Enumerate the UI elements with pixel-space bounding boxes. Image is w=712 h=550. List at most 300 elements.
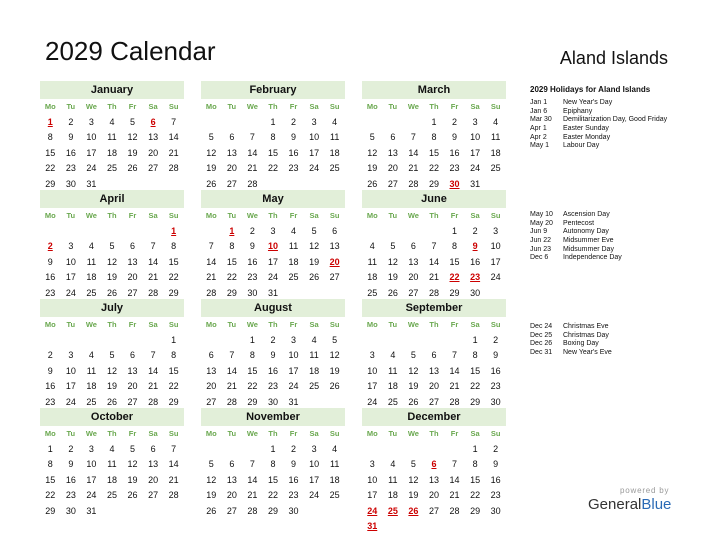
day-cell: 21 bbox=[226, 381, 237, 391]
month-title: December bbox=[362, 408, 506, 426]
day-cell: 3 bbox=[88, 443, 94, 454]
empty-cell bbox=[81, 333, 102, 349]
month-days bbox=[362, 317, 506, 410]
day-cell: 11 bbox=[329, 459, 340, 469]
day-cell: 14 bbox=[428, 256, 439, 267]
day-cell: 24 bbox=[86, 490, 97, 500]
holiday-name: Easter Monday bbox=[563, 133, 611, 141]
weekday-label: Tu bbox=[66, 320, 76, 329]
weekday-label: Mo bbox=[44, 320, 56, 329]
day-cell: 23 bbox=[449, 163, 460, 173]
holiday-date: Jun 23 bbox=[530, 245, 552, 253]
day-cell: 4 bbox=[369, 241, 375, 251]
day-cell: 8 bbox=[47, 132, 53, 142]
day-cell: 24 bbox=[470, 163, 481, 173]
day-cell: 1 bbox=[472, 334, 478, 345]
weekday-label: Su bbox=[168, 429, 179, 438]
weekday-label: Mo bbox=[44, 102, 56, 111]
day-cell: 10 bbox=[86, 132, 97, 142]
empty-cell bbox=[122, 224, 143, 240]
day-cell: 31 bbox=[86, 178, 97, 189]
day-cell: 2 bbox=[68, 116, 74, 127]
day-cell: 19 bbox=[206, 163, 217, 173]
day-cell: 13 bbox=[428, 474, 439, 485]
day-cell: 21 bbox=[247, 490, 258, 500]
day-cell: 8 bbox=[431, 132, 437, 142]
weekday-label: We bbox=[85, 211, 97, 220]
day-cell: 11 bbox=[329, 132, 340, 142]
weekday-label: Tu bbox=[66, 102, 76, 111]
empty-cell bbox=[403, 115, 424, 131]
day-cell: 10 bbox=[86, 459, 97, 469]
day-cell: 15 bbox=[470, 474, 481, 485]
empty-cell bbox=[362, 333, 383, 349]
day-cell: 17 bbox=[309, 147, 320, 158]
day-cell: 3 bbox=[270, 225, 276, 236]
day-cell: 24 bbox=[288, 381, 299, 391]
month-title: September bbox=[362, 299, 506, 317]
day-cell: 26 bbox=[408, 396, 419, 407]
weekday-label: Mo bbox=[366, 211, 378, 220]
day-cell: 24 bbox=[267, 272, 278, 282]
day-cell: 24 bbox=[309, 163, 320, 173]
weekday-label: We bbox=[407, 429, 419, 438]
holiday-day: 1 bbox=[47, 116, 53, 127]
weekday-label: Fr bbox=[289, 320, 298, 329]
day-cell: 1 bbox=[47, 443, 53, 454]
day-cell: 13 bbox=[148, 132, 159, 142]
day-cell: 5 bbox=[311, 225, 317, 236]
day-cell: 15 bbox=[168, 256, 179, 267]
weekday-label: Tu bbox=[227, 320, 237, 329]
empty-cell bbox=[222, 442, 243, 458]
day-cell: 18 bbox=[86, 272, 97, 282]
holiday-day: 23 bbox=[470, 272, 481, 282]
month-title: November bbox=[201, 408, 345, 426]
day-cell: 15 bbox=[226, 256, 237, 267]
holiday-name: Demilitarization Day, Good Friday bbox=[563, 116, 668, 124]
day-cell: 28 bbox=[206, 287, 217, 298]
day-cell: 14 bbox=[449, 365, 460, 376]
day-cell: 1 bbox=[472, 443, 478, 454]
day-cell: 28 bbox=[148, 287, 159, 298]
day-cell: 7 bbox=[452, 350, 458, 360]
day-cell: 6 bbox=[130, 350, 136, 360]
day-cell: 7 bbox=[171, 116, 177, 127]
day-cell: 11 bbox=[86, 365, 97, 376]
day-cell: 29 bbox=[168, 287, 179, 298]
day-cell: 21 bbox=[168, 474, 179, 485]
holiday-day: 1 bbox=[229, 225, 235, 236]
weekday-label: Su bbox=[490, 429, 501, 438]
weekday-label: Sa bbox=[470, 211, 480, 220]
day-cell: 3 bbox=[493, 225, 499, 236]
day-cell: 4 bbox=[332, 116, 338, 127]
day-cell: 26 bbox=[387, 287, 398, 298]
holiday-day: 6 bbox=[150, 116, 156, 127]
day-cell: 30 bbox=[490, 505, 501, 516]
day-cell: 21 bbox=[449, 381, 460, 391]
day-cell: 14 bbox=[226, 365, 237, 376]
day-cell: 25 bbox=[106, 163, 117, 173]
holiday-date: Mar 30 bbox=[530, 116, 552, 124]
day-cell: 15 bbox=[247, 365, 258, 376]
day-cell: 3 bbox=[369, 459, 375, 469]
weekday-label: Fr bbox=[450, 429, 459, 438]
empty-cell bbox=[383, 224, 404, 240]
holiday-date: Apr 2 bbox=[530, 133, 547, 141]
day-cell: 9 bbox=[493, 459, 499, 469]
day-cell: 27 bbox=[428, 396, 439, 407]
holiday-name: New Year's Eve bbox=[563, 349, 612, 357]
month-may bbox=[201, 190, 345, 301]
day-cell: 24 bbox=[65, 287, 76, 298]
day-cell: 11 bbox=[107, 459, 117, 469]
month-title: August bbox=[201, 299, 345, 317]
day-cell: 21 bbox=[206, 272, 217, 282]
day-cell: 2 bbox=[249, 225, 255, 236]
day-cell: 9 bbox=[47, 365, 53, 376]
weekday-label: Mo bbox=[44, 429, 56, 438]
holiday-day: 9 bbox=[472, 241, 478, 251]
day-cell: 27 bbox=[387, 178, 398, 189]
day-cell: 2 bbox=[291, 443, 297, 454]
weekday-label: Tu bbox=[227, 102, 237, 111]
day-cell: 9 bbox=[47, 256, 53, 267]
day-cell: 12 bbox=[127, 132, 138, 142]
day-cell: 21 bbox=[408, 163, 419, 173]
brand-logo bbox=[588, 496, 671, 513]
day-cell: 4 bbox=[109, 443, 115, 454]
day-cell: 19 bbox=[106, 272, 117, 282]
day-cell: 23 bbox=[45, 396, 56, 407]
day-cell: 13 bbox=[127, 365, 138, 376]
day-cell: 16 bbox=[288, 147, 299, 158]
day-cell: 30 bbox=[267, 396, 278, 407]
day-cell: 11 bbox=[388, 365, 398, 376]
day-cell: 12 bbox=[106, 365, 117, 376]
day-cell: 4 bbox=[332, 443, 338, 454]
day-cell: 23 bbox=[490, 381, 501, 391]
day-cell: 11 bbox=[367, 256, 377, 267]
day-cell: 15 bbox=[267, 474, 278, 485]
empty-cell bbox=[362, 115, 383, 131]
day-cell: 7 bbox=[249, 132, 255, 142]
day-cell: 6 bbox=[150, 443, 156, 454]
day-cell: 17 bbox=[367, 381, 378, 391]
day-cell: 3 bbox=[68, 350, 74, 360]
day-cell: 5 bbox=[109, 241, 115, 251]
day-cell: 28 bbox=[226, 396, 237, 407]
day-cell: 20 bbox=[428, 490, 439, 500]
holiday-day: 26 bbox=[408, 505, 419, 516]
day-cell: 12 bbox=[367, 147, 378, 158]
holiday-item bbox=[530, 211, 700, 220]
day-cell: 21 bbox=[148, 381, 159, 391]
day-cell: 29 bbox=[247, 396, 258, 407]
powered-by-text: powered by bbox=[620, 486, 670, 495]
holiday-name: Pentecost bbox=[563, 219, 595, 227]
day-cell: 26 bbox=[329, 381, 340, 391]
day-cell: 24 bbox=[367, 396, 378, 407]
day-cell: 29 bbox=[45, 505, 56, 516]
weekday-label: Sa bbox=[470, 320, 480, 329]
day-cell: 26 bbox=[106, 287, 117, 298]
holiday-group bbox=[530, 323, 700, 358]
day-cell: 21 bbox=[428, 272, 439, 282]
day-cell: 24 bbox=[86, 163, 97, 173]
day-cell: 22 bbox=[428, 163, 439, 173]
day-cell: 13 bbox=[387, 147, 398, 158]
weekday-label: Sa bbox=[309, 102, 319, 111]
day-cell: 8 bbox=[171, 350, 177, 360]
day-cell: 27 bbox=[428, 505, 439, 516]
day-cell: 12 bbox=[309, 241, 320, 251]
holiday-item bbox=[530, 323, 700, 332]
empty-cell bbox=[383, 115, 404, 131]
month-january bbox=[40, 81, 184, 192]
holiday-day: 24 bbox=[367, 505, 378, 516]
holiday-item bbox=[530, 116, 700, 125]
holiday-group bbox=[530, 99, 700, 151]
weekday-label: We bbox=[246, 211, 258, 220]
month-days bbox=[362, 208, 506, 301]
day-cell: 20 bbox=[226, 490, 237, 500]
day-cell: 23 bbox=[65, 163, 76, 173]
day-cell: 29 bbox=[428, 178, 439, 189]
month-december bbox=[362, 408, 506, 535]
day-cell: 19 bbox=[106, 381, 117, 391]
holiday-day: 31 bbox=[367, 521, 378, 531]
day-cell: 30 bbox=[65, 178, 76, 189]
day-cell: 22 bbox=[226, 272, 237, 282]
day-cell: 26 bbox=[206, 178, 217, 189]
day-cell: 19 bbox=[127, 474, 138, 485]
holiday-item bbox=[530, 125, 700, 134]
day-cell: 16 bbox=[65, 474, 76, 485]
empty-cell bbox=[424, 333, 445, 349]
weekday-label: Fr bbox=[128, 102, 137, 111]
day-cell: 6 bbox=[332, 225, 338, 236]
weekday-label: Tu bbox=[388, 211, 398, 220]
day-cell: 31 bbox=[267, 287, 278, 298]
day-cell: 4 bbox=[109, 116, 115, 127]
holiday-group bbox=[530, 211, 700, 263]
day-cell: 4 bbox=[493, 116, 499, 127]
weekday-label: We bbox=[246, 320, 258, 329]
day-cell: 10 bbox=[65, 256, 76, 267]
day-cell: 31 bbox=[86, 505, 97, 516]
day-cell: 22 bbox=[45, 490, 56, 500]
day-cell: 29 bbox=[267, 505, 278, 516]
empty-cell bbox=[403, 442, 424, 458]
day-cell: 25 bbox=[367, 287, 378, 298]
day-cell: 13 bbox=[226, 147, 237, 158]
weekday-label: Sa bbox=[309, 211, 319, 220]
day-cell: 20 bbox=[148, 474, 159, 485]
day-cell: 7 bbox=[150, 241, 156, 251]
day-cell: 8 bbox=[47, 459, 53, 469]
day-cell: 25 bbox=[86, 396, 97, 407]
weekday-label: Fr bbox=[128, 211, 137, 220]
holiday-item bbox=[530, 237, 700, 246]
day-cell: 18 bbox=[329, 474, 340, 485]
weekday-label: Su bbox=[490, 211, 501, 220]
day-cell: 11 bbox=[388, 474, 398, 485]
day-cell: 6 bbox=[208, 350, 214, 360]
day-cell: 16 bbox=[449, 147, 460, 158]
day-cell: 9 bbox=[291, 132, 297, 142]
brand-blue: Blue bbox=[641, 496, 672, 513]
day-cell: 22 bbox=[267, 490, 278, 500]
day-cell: 18 bbox=[387, 490, 398, 500]
day-cell: 26 bbox=[309, 272, 320, 282]
day-cell: 8 bbox=[452, 241, 458, 251]
day-cell: 5 bbox=[332, 334, 338, 345]
weekday-label: Fr bbox=[128, 429, 137, 438]
empty-cell bbox=[222, 333, 243, 349]
day-cell: 16 bbox=[490, 474, 501, 485]
holiday-date: Apr 1 bbox=[530, 125, 547, 133]
weekday-label: Su bbox=[329, 429, 340, 438]
empty-cell bbox=[81, 224, 102, 240]
day-cell: 16 bbox=[45, 272, 56, 282]
day-cell: 23 bbox=[247, 272, 258, 282]
day-cell: 24 bbox=[490, 272, 501, 282]
day-cell: 2 bbox=[493, 443, 499, 454]
day-cell: 27 bbox=[127, 396, 138, 407]
empty-cell bbox=[383, 333, 404, 349]
day-cell: 15 bbox=[168, 365, 179, 376]
day-cell: 10 bbox=[470, 132, 481, 142]
day-cell: 31 bbox=[470, 178, 481, 189]
day-cell: 27 bbox=[206, 396, 217, 407]
day-cell: 20 bbox=[408, 272, 419, 282]
day-cell: 5 bbox=[130, 443, 136, 454]
day-cell: 18 bbox=[329, 147, 340, 158]
day-cell: 7 bbox=[171, 443, 177, 454]
day-cell: 14 bbox=[247, 147, 258, 158]
holiday-day: 2 bbox=[47, 241, 53, 251]
weekday-label: Th bbox=[268, 429, 278, 438]
day-cell: 26 bbox=[127, 163, 138, 173]
day-cell: 8 bbox=[472, 350, 478, 360]
day-cell: 17 bbox=[267, 256, 278, 267]
day-cell: 14 bbox=[168, 459, 179, 469]
weekday-label: Th bbox=[268, 102, 278, 111]
holiday-name: Midsummer Day bbox=[563, 245, 614, 253]
holiday-day: 25 bbox=[387, 505, 398, 516]
month-days bbox=[40, 426, 184, 519]
weekday-label: Tu bbox=[388, 429, 398, 438]
weekday-label: Fr bbox=[289, 429, 298, 438]
day-cell: 2 bbox=[452, 116, 458, 127]
empty-cell bbox=[424, 442, 445, 458]
empty-cell bbox=[201, 442, 222, 458]
weekday-label: Sa bbox=[148, 320, 158, 329]
day-cell: 14 bbox=[408, 147, 419, 158]
day-cell: 28 bbox=[428, 287, 439, 298]
day-cell: 20 bbox=[387, 163, 398, 173]
weekday-label: Fr bbox=[450, 102, 459, 111]
day-cell: 9 bbox=[291, 459, 297, 469]
weekday-label: Th bbox=[107, 320, 117, 329]
weekday-label: Mo bbox=[205, 211, 217, 220]
weekday-label: Su bbox=[490, 320, 501, 329]
holiday-date: Jan 1 bbox=[530, 99, 548, 106]
day-cell: 1 bbox=[431, 116, 437, 127]
empty-cell bbox=[102, 224, 123, 240]
weekday-label: Su bbox=[329, 102, 340, 111]
empty-cell bbox=[403, 224, 424, 240]
day-cell: 24 bbox=[309, 490, 320, 500]
holiday-name: Christmas Day bbox=[563, 331, 609, 339]
day-cell: 26 bbox=[206, 505, 217, 516]
day-cell: 22 bbox=[168, 381, 179, 391]
day-cell: 26 bbox=[127, 490, 138, 500]
holiday-name: Autonomy Day bbox=[563, 228, 609, 236]
day-cell: 14 bbox=[168, 132, 179, 142]
day-cell: 29 bbox=[470, 396, 481, 407]
weekday-label: Th bbox=[429, 102, 439, 111]
day-cell: 14 bbox=[206, 256, 217, 267]
day-cell: 12 bbox=[127, 459, 138, 469]
day-cell: 13 bbox=[127, 256, 138, 267]
weekday-label: Tu bbox=[227, 211, 237, 220]
month-title: May bbox=[201, 190, 345, 208]
weekday-label: Th bbox=[429, 211, 439, 220]
empty-cell bbox=[122, 333, 143, 349]
holiday-item bbox=[530, 332, 700, 341]
day-cell: 3 bbox=[472, 116, 478, 127]
day-cell: 14 bbox=[148, 365, 159, 376]
day-cell: 23 bbox=[288, 163, 299, 173]
month-days bbox=[201, 208, 345, 301]
day-cell: 20 bbox=[206, 381, 217, 391]
weekday-label: Tu bbox=[388, 102, 398, 111]
day-cell: 16 bbox=[247, 256, 258, 267]
weekday-label: Su bbox=[168, 320, 179, 329]
weekday-label: Sa bbox=[309, 429, 319, 438]
day-cell: 15 bbox=[45, 147, 56, 158]
day-cell: 10 bbox=[309, 459, 320, 469]
day-cell: 25 bbox=[329, 163, 340, 173]
day-cell: 9 bbox=[249, 241, 255, 251]
day-cell: 7 bbox=[229, 350, 235, 360]
day-cell: 18 bbox=[367, 272, 378, 282]
day-cell: 7 bbox=[452, 459, 458, 469]
day-cell: 13 bbox=[148, 459, 159, 469]
empty-cell bbox=[362, 224, 383, 240]
day-cell: 15 bbox=[470, 365, 481, 376]
day-cell: 3 bbox=[311, 116, 317, 127]
holiday-name: Ascension Day bbox=[563, 211, 610, 218]
holiday-day: 6 bbox=[431, 459, 437, 469]
day-cell: 2 bbox=[270, 334, 276, 345]
weekday-label: Sa bbox=[148, 102, 158, 111]
day-cell: 9 bbox=[452, 132, 458, 142]
day-cell: 8 bbox=[229, 241, 235, 251]
day-cell: 21 bbox=[148, 272, 159, 282]
day-cell: 29 bbox=[45, 178, 56, 189]
day-cell: 17 bbox=[490, 256, 501, 267]
month-title: April bbox=[40, 190, 184, 208]
day-cell: 9 bbox=[68, 459, 74, 469]
day-cell: 16 bbox=[267, 365, 278, 376]
day-cell: 27 bbox=[408, 287, 419, 298]
holiday-name: Boxing Day bbox=[563, 340, 599, 348]
day-cell: 11 bbox=[288, 241, 299, 251]
